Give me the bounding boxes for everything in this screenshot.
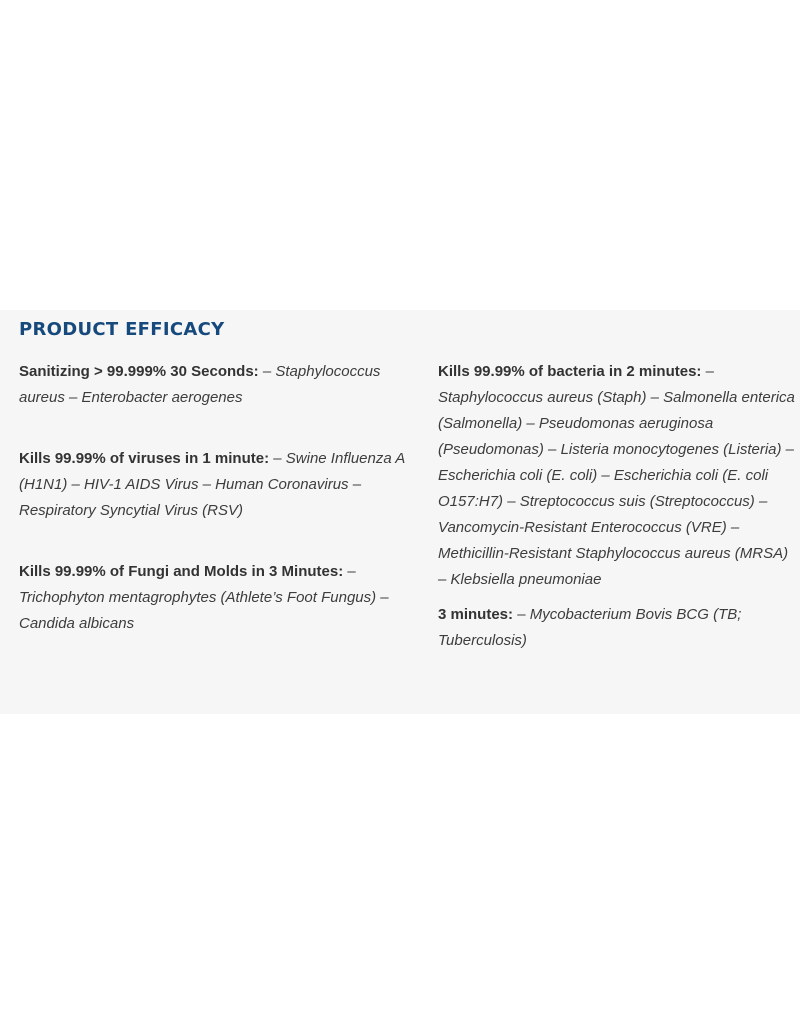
claim-lead: Kills 99.99% of bacteria in 2 minutes:: [438, 363, 702, 380]
claim-organisms: Trichophyton mentagrophytes (Athlete’s Foot Fungus) – Candida albicans: [19, 589, 389, 632]
claim-lead: Kills 99.99% of Fungi and Molds in 3 Minutes:: [19, 563, 344, 580]
claim-organisms: Swine Influenza A (H1N1) – HIV-1 AIDS Virus – Human Coronavirus – Respiratory Syncytial Virus (RSV): [19, 450, 405, 519]
claim-separator: –: [347, 563, 356, 580]
section-heading: PRODUCT EFFICACY: [19, 319, 225, 340]
claim-lead: Kills 99.99% of viruses in 1 minute:: [19, 450, 270, 467]
efficacy-claim: [19, 446, 414, 524]
efficacy-claim: [438, 359, 800, 593]
efficacy-claim: [19, 559, 414, 637]
efficacy-column-right: [438, 359, 800, 654]
claim-organisms: Staphylococcus aureus – Enterobacter aerogenes: [19, 363, 381, 406]
claim-separator: –: [705, 363, 714, 380]
claim-lead: 3 minutes:: [438, 606, 514, 623]
claim-lead: Sanitizing > 99.999% 30 Seconds:: [19, 363, 259, 380]
claim-separator: –: [517, 606, 526, 623]
efficacy-claim: [438, 602, 800, 654]
product-efficacy-panel: [0, 310, 800, 714]
claim-separator: –: [273, 450, 282, 467]
efficacy-column-left: [19, 359, 414, 637]
efficacy-claim: [19, 359, 414, 411]
claim-organisms: Mycobacterium Bovis BCG (TB; Tuberculosis): [438, 606, 742, 649]
claim-separator: –: [262, 363, 272, 380]
claim-organisms: Staphylococcus aureus (Staph) – Salmonella enterica (Salmonella) – Pseudomonas aeruginosa (Pseudomonas) – Listeria monocytogenes (Listeria) – Escherichia coli (E. coli) – Escherichia coli (E. coli O157:H7) – Streptococcus suis (Streptococcus) – Vancomycin-Resistant Enterococcus (VRE) – Methicillin-Resistant Staphylococcus aureus (MRSA) – Klebsiella pneumoniae: [438, 389, 795, 588]
